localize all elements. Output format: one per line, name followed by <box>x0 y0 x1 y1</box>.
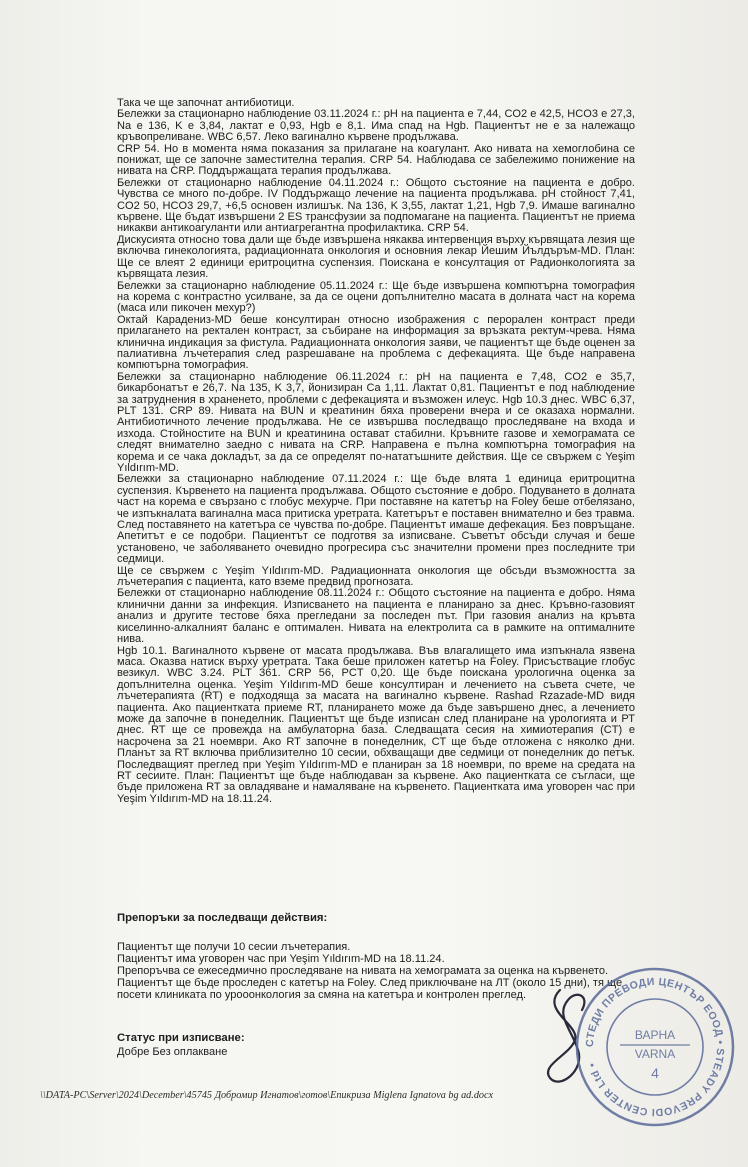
paragraph-note-0611: Бележки за стационарно наблюдение 06.11.2024 г.: pH на пациента е 7,48, CO2 е 35,7, бикарбонатът е 26,7. Na 135, K 3,7, йонизиран Ca 1,11. Лактат 0,81. Пациентът е под наблюдение за затруднения в храненето, проблеми с дефекацията и възможен илеус. Hgb 10.3 днес. WBC 6,37, PLT 131. CRP 89. Нивата на BUN и креатинин бяха проверени вчера и се оказаха нормални. Антибиотичното лечение продължава. Не се извършва последващо проследяване на входа и изхода. Стойностите на BUN и креатинина остават стабилни. Кръвните газове и хемограмата се следят внимателно заедно с нивата на CRP. Направена е пълна компютърна томография на корема и се чака докладът, за да се определят по-нататъшните действия. Ще се свържем с Yeşim Yıldırım-MD. <box>117 370 635 474</box>
paragraph-note-0311: Бележки за стационарно наблюдение 03.11.2024 г.: pH на пациента е 7,44, CO2 е 42,5, HCO3 е 27,3, Na е 136, K е 3,84, лактат е 0,93, Hgb е 8,1. Има спад на Hgb. Пациентът не е за належащо кръвопреливане. WBC 6,57. Леко вагинално кървене продължава. <box>117 108 635 144</box>
paragraph-note-0511: Бележки за стационарно наблюдение 05.11.2024 г.: Ще бъде извършена компютърна томография на корема с контрастно усилване, за да се оцени допълнително масата в долната част на корема (маса или пикочен мехур?) <box>117 279 635 315</box>
stamp-number: 4 <box>651 1065 659 1081</box>
paragraph-note-0411: Бележки от стационарно наблюдение 04.11.2024 г.: Общото състояние на пациента е добро. Чувства се много по-добре. IV Поддържащо лечение на пациента продължава. pH стойност 7,41, CO2 50, HCO3 29,7, +6,5 основен излишък. Na 136, K 3,55, лактат 1,21, Hgb 7,9. Имаше вагинално кървене. Ще бъдат извършени 2 ES трансфузии за подпомагане на пациента. Пациентът не приема никакви антикоагуланти или антиагрегантна профилактика. CRP 54. <box>117 176 635 235</box>
discharge-status-value: Добре Без оплакване <box>117 1046 228 1058</box>
paragraph-note-0711: Бележки за стационарно наблюдение 07.11.2024 г.: Ще бъде влята 1 единица еритроцитна суспензия. Кървенето на пациента продължава. Общото състояние е добро. Подуването в долната част на корема е свързано с глобус мехурче. При поставяне на катетър на Foley беше отбелязано, че изпъкналата вагинална маса притиска уретрата. Катетърът е поставен внимателно и без травма. След поставянето на катетъра се чувства по-добре. Пациентът имаше дефекация. Без повръщане. Апетитът е се подобри. Пациентът се подготвя за изписване. Съветът обсъди случая и беше установено, че заболяването очевидно прогресира със значителни промени през последните три седмици. <box>117 473 635 566</box>
list-item: Препоръчва се ежеседмично проследяване на нивата на хемограмата за оценка на кървенето. <box>117 965 609 977</box>
document-body <box>117 98 635 805</box>
paragraph-discussion: Дискусията относно това дали ще бъде извършена някаква интервенция върху кървящата лезия ще включва гинекологията, радиационната онкология и основния лекар Йешим Йълдъръм-MD. План: Ще се влеят 2 единици еритроцитна суспензия. Поискана е консултация от Радионкологията за кървящата лезия. <box>117 233 635 281</box>
stamp-city-bg: ВАРНА <box>634 1028 676 1042</box>
paragraph-contact: Ще се свържем с Yeşim Yıldırım-MD. Радиационната онкология ще обсъди възможността за лъчетерапия с пациента, като вземе предвид прогнозата. <box>117 564 635 589</box>
discharge-status-label: Статус при изписване: <box>117 1032 245 1044</box>
paragraph-antibiotics: Така че ще започнат антибиотици. <box>117 97 295 109</box>
list-item: Пациентът ще бъде проследен с катетър на Foley. След приключване на ЛТ (около 15 дни), тя ще посети клиниката по урооонкология за смяна на катетъра и контролен преглед. <box>117 977 623 1001</box>
recommendations-heading: Препоръки за последващи действия: <box>117 912 328 924</box>
list-item: Пациентът има уговорен час при Yeşim Yıldırım-MD на 18.11.24. <box>117 953 445 965</box>
stamp-city-lat: VARNA <box>634 1047 676 1061</box>
paragraph-hgb: Hgb 10.1. Вагиналното кървене от масата продължава. Във влагалището има изпъкнала язвена маса. Оказва натиск върху уретрата. Така беше приложен катетър на Foley. Присъствацие глобус везикул. WBC 3.24. PLT 361. CRP 56, PCT 0,20. Ще бъде поискана урологична оценка за допълнителна оценка. Yeşim Yıldırım-MD беше консултиран и лечението на съвета счете, че лъчетерапията (RT) е подходяща за масата на вагинално кървене. Rashad Rzazade-MD видя пациента. Ако пациентката приеме RT, планирането може да бъде завършено днес, а лечението може да започне в понеделник. Пациентът ще бъде изписан след планиране на урологията и РТ днес. RT ще се провежда на амбулаторна база. Следващата сесия на химиотерапия (CT) е насрочена за 21 ноември. Ако RT започне в понеделник, CT ще бъде отложена с няколко дни. Планът за RT включва приблизително 10 сесии, обхващащи две седмици от понеделник до петък. Последващият преглед при Yeşim Yıldırım-MD е планиран за 18 ноември, по време на средата на RT сесиите. План: Пациентът ще бъде наблюдаван за кървене. Ако пациентката се съгласи, ще бъде приложена RT за овладяване и намаляване на кървенето. Пациентката има уговорен час при Yeşim Yıldırım-MD на 18.11.24. <box>117 644 635 805</box>
list-item: Пациентът ще получи 10 сесии лъчетерапия. <box>117 941 351 953</box>
paragraph-note-0811: Бележки от стационарно наблюдение 08.11.2024 г.: Общото състояние на пациента е добро. Няма клинични данни за инфекция. Изписването на пациента е планирано за днес. Кръвно-газовият анализ и другите тестове бяха прегледани за последен път. При газовия анализ на кръвта киселинно-алкалният баланс е оптимален. Нивата на електролита са в рамките на оптималните нива. <box>117 587 635 646</box>
paragraph-consult: Октай Карадениз-MD беше консултиран относно изображения с перорален контраст преди прилагането на ректален контраст, за събиране на информация за връзката ректум-чрева. Няма клинична индикация за фистула. Радиационната онкология заяви, че пациентът ще бъде оценен за палиативна лъчетерапия след разрешаване на проблема с дефекацията. Ще бъде направена компютърна томография. <box>117 313 635 372</box>
file-path-footer: \\DATA-PC\Server\2024\December\45745 Добромир Игнатов\готов\Епикриза Miglena Ignatova bg ad.docx <box>40 1090 494 1101</box>
stamp-ring-text: СТЕДИ ПРЕВОДИ ЦЕНТЪР ЕООД • STEADY PREVODI CENTER Ltd • <box>583 975 727 1119</box>
company-stamp <box>570 962 740 1132</box>
paragraph-crp: CRP 54. Но в момента няма показания за прилагане на коагулант. Ако нивата на хемоглобина се понижат, ще се започне заместителна терапия. CRP 54. Наблюдава се забележимо понижение на нивата на CRP. Поддържащата терапия продължава. <box>117 142 635 178</box>
